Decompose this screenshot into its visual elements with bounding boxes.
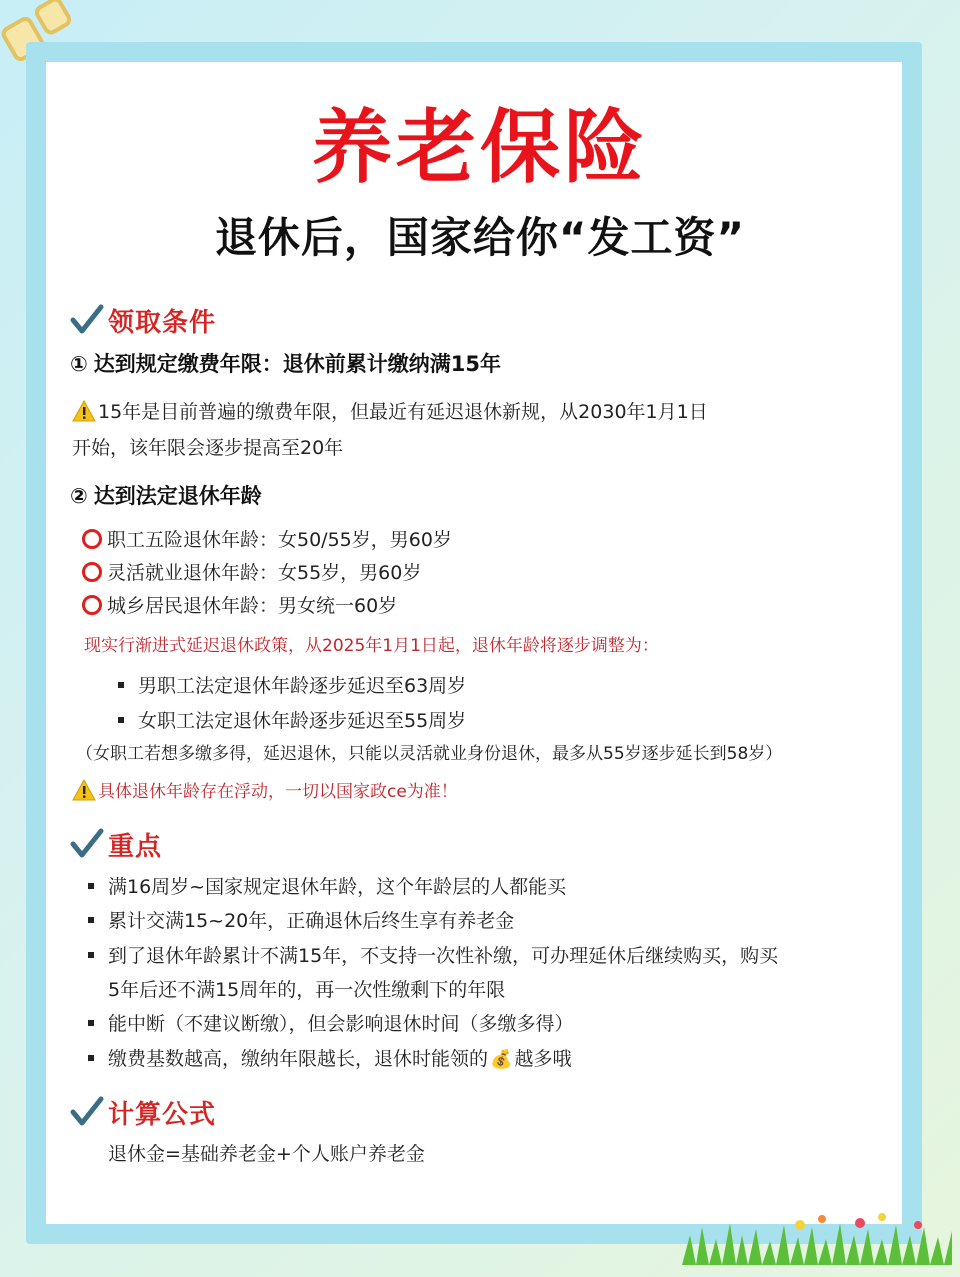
key-point: 累计交满15~20年，正确退休后终生享有养老金 (88, 905, 514, 937)
age-item: 职工五险退休年龄：女50/55岁，男60岁 (82, 524, 452, 556)
key-point: 到了退休年龄累计不满15年，不支持一次性补缴，可办理延休后继续购买，购买 (88, 940, 778, 972)
age-item: 城乡居民退休年龄：男女统一60岁 (82, 590, 397, 622)
note-1-line-1: 15年是目前普遍的缴费年限，但最近有延迟退休新规，从2030年1月1日 (72, 396, 708, 428)
checkmark-icon (70, 827, 104, 861)
formula-text: 退休金=基础养老金+个人账户养老金 (108, 1143, 425, 1165)
money-bag-icon: 💰 (490, 1049, 513, 1070)
red-circle-icon (82, 562, 102, 582)
policy-note: 现实行渐进式延迟退休政策，从2025年1月1日起，退休年龄将逐步调整为： (84, 636, 659, 656)
key-point: 能中断（不建议断缴），但会影响退休时间（多缴多得） (88, 1008, 574, 1040)
page-title: 养老保险 (312, 101, 648, 194)
red-circle-icon (82, 529, 102, 549)
checkmark-icon (70, 303, 104, 337)
condition-2-text: 达到法定退休年龄 (93, 484, 262, 508)
red-circle-icon (82, 595, 102, 615)
note-1-line-2: 开始，该年限会逐步提高至20年 (72, 437, 344, 459)
page-subtitle: 退休后，国家给你“发工资” (214, 213, 746, 262)
circled-number: ② (70, 484, 88, 508)
warning-note: 具体退休年龄存在浮动，一切以国家政ce为准！ (72, 776, 458, 808)
key-point: 满16周岁~国家规定退休年龄，这个年龄层的人都能买 (88, 871, 566, 903)
checkmark-icon (70, 1095, 104, 1129)
age-item: 灵活就业退休年龄：女55岁，男60岁 (82, 557, 421, 589)
section-heading-formula (70, 1092, 216, 1132)
parenthetical-note: （女职工若想多缴多得，延迟退休，只能以灵活就业身份退休，最多从55岁逐步延长到58岁） (76, 744, 783, 764)
section-label: 领取条件 (108, 307, 217, 338)
condition-2 (70, 480, 262, 512)
warning-icon (72, 400, 96, 422)
bullet-icon (88, 952, 94, 958)
grass-flowers-decoration-icon (682, 1205, 952, 1265)
section-label: 重点 (108, 831, 163, 862)
condition-1 (70, 348, 501, 380)
bullet-icon (88, 1055, 94, 1061)
condition-1-text: 达到规定缴费年限：退休前累计缴纳满15年 (93, 352, 502, 376)
section-heading-key-points (70, 824, 162, 864)
bullet-icon (118, 717, 124, 723)
key-point-continuation: 5年后还不满15周年的，再一次性缴剩下的年限 (108, 979, 506, 1001)
circled-number: ① (70, 352, 88, 376)
policy-item: 男职工法定退休年龄逐步延迟至63周岁 (118, 670, 466, 702)
bullet-icon (88, 917, 94, 923)
bullet-icon (88, 1020, 94, 1026)
key-point: 缴费基数越高，缴纳年限越长，退休时能领的 💰 越多哦 (88, 1043, 571, 1076)
section-heading-conditions (70, 300, 216, 340)
section-label: 计算公式 (108, 1099, 217, 1130)
bullet-icon (88, 883, 94, 889)
policy-item: 女职工法定退休年龄逐步延迟至55周岁 (118, 705, 466, 737)
warning-icon (72, 779, 96, 801)
bullet-icon (118, 682, 124, 688)
